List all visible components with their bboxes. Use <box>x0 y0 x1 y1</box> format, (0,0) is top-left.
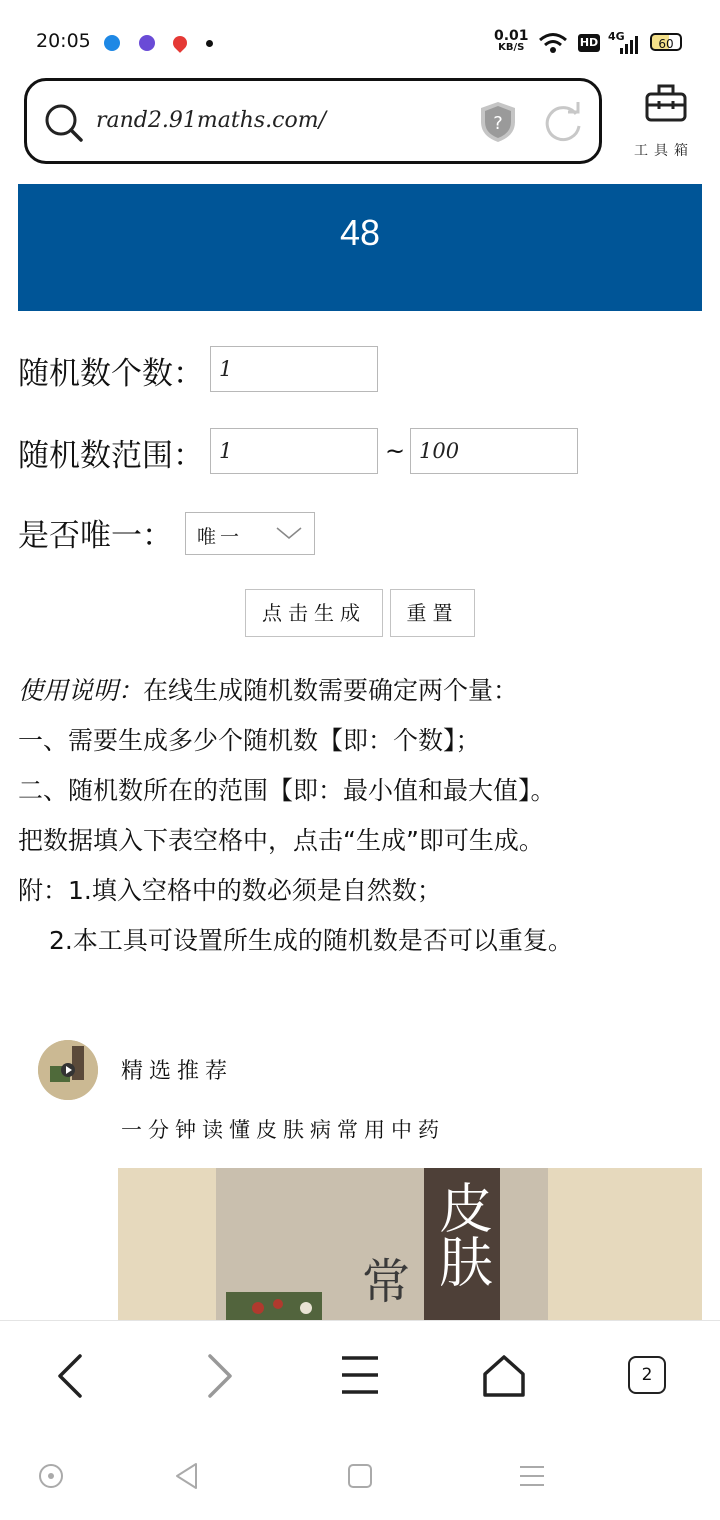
toolbox-icon <box>644 80 688 124</box>
range-max-input[interactable]: 100 <box>410 428 578 474</box>
network-speed <box>494 30 529 54</box>
signal-icon <box>620 36 640 54</box>
instructions-intro <box>18 666 708 716</box>
book-cover-title-1: 皮肤 <box>430 1180 494 1288</box>
more-notifications-dot-icon <box>206 40 213 47</box>
count-input[interactable]: 1 <box>210 346 378 392</box>
instructions-line-4: 附：1.填入空格中的数必须是自然数； <box>18 876 442 905</box>
network-speed-value: 0.01 <box>494 28 529 44</box>
generate-button[interactable]: 点击生成 <box>245 589 383 637</box>
toolbox-button[interactable] <box>636 80 696 128</box>
network-speed-unit: KB/S <box>498 42 525 53</box>
unique-label: 是否唯一： <box>18 518 173 554</box>
range-separator: ~ <box>385 437 406 465</box>
recommend-subtitle[interactable]: 一分钟读懂皮肤病常用中药 <box>121 1118 445 1142</box>
security-shield-icon[interactable] <box>478 100 518 144</box>
instructions-line-5: 2.本工具可设置所生成的随机数是否可以重复。 <box>49 926 573 955</box>
recommend-image[interactable] <box>118 1168 702 1320</box>
home-icon[interactable] <box>482 1354 526 1398</box>
wifi-icon <box>538 32 568 54</box>
reset-button[interactable]: 重置 <box>390 589 475 637</box>
search-icon <box>44 103 84 143</box>
count-label: 随机数个数： <box>18 356 204 392</box>
book-cover-image <box>118 1168 702 1320</box>
instructions-intro-text: 在线生成随机数需要确定两个量： <box>143 676 519 705</box>
recommend-title: 精选推荐 <box>121 1059 234 1084</box>
notification-app-icon-2 <box>139 35 155 51</box>
chevron-down-icon <box>275 524 303 542</box>
url-text[interactable]: rand2.91maths.com/ <box>96 108 326 133</box>
toolbox-label: 工具箱 <box>634 143 694 159</box>
assistant-icon[interactable] <box>38 1463 64 1489</box>
notification-app-icon <box>104 35 120 51</box>
hd-voice-icon: HD <box>578 34 600 52</box>
system-back-icon[interactable] <box>174 1462 200 1490</box>
refresh-icon[interactable] <box>542 102 584 144</box>
menu-icon[interactable] <box>340 1354 380 1396</box>
forward-icon[interactable] <box>204 1354 234 1398</box>
system-recents-icon[interactable] <box>518 1464 546 1488</box>
back-icon[interactable] <box>56 1354 86 1398</box>
system-home-icon[interactable] <box>347 1463 373 1489</box>
instructions-line-1: 一、需要生成多少个随机数【即：个数】； <box>18 726 481 755</box>
instructions <box>18 666 708 966</box>
svg-text:?: ? <box>493 113 503 134</box>
range-label: 随机数范围： <box>18 438 204 474</box>
instructions-line-3: 把数据填入下表空格中，点击“生成”即可生成。 <box>18 826 544 855</box>
tabs-button[interactable]: 2 <box>628 1356 666 1394</box>
instructions-title: 使用说明： <box>18 676 144 705</box>
status-time: 20:05 <box>36 30 91 52</box>
network-type-label: 4G <box>608 30 625 43</box>
result-value: 48 <box>339 212 381 253</box>
instructions-line-2: 二、随机数所在的范围【即：最小值和最大值】。 <box>18 776 556 805</box>
recommend-avatar[interactable] <box>38 1040 98 1100</box>
unique-select-value: 唯一 <box>197 526 244 548</box>
range-min-input[interactable]: 1 <box>210 428 378 474</box>
book-cover-title-2: 常 <box>361 1254 411 1310</box>
battery-icon: 60 <box>650 33 682 51</box>
book-cover-thumbnail-icon <box>38 1040 98 1100</box>
